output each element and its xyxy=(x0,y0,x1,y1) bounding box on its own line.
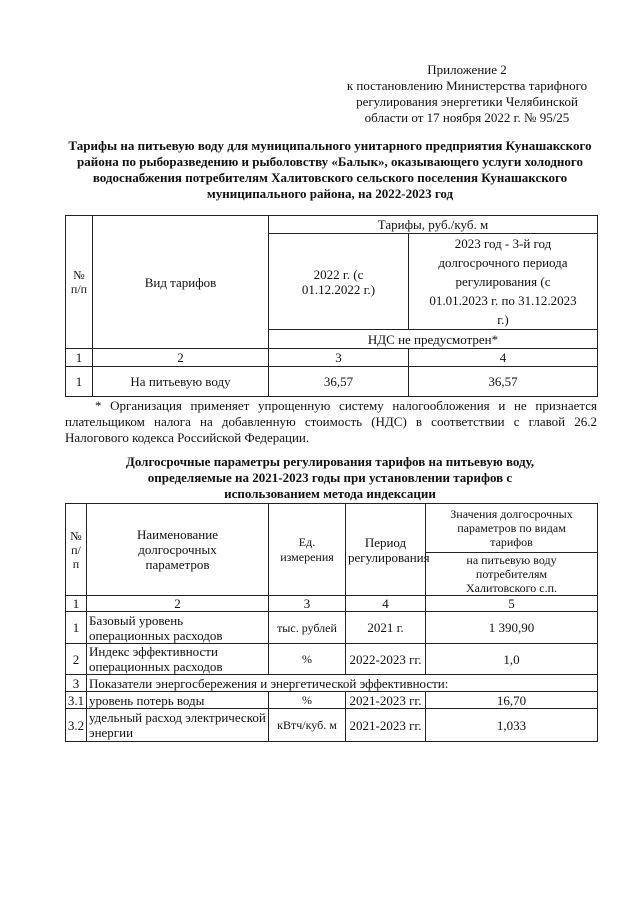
header-period: Период регулирования xyxy=(346,504,426,596)
row-num: 3.1 xyxy=(66,692,87,709)
row-name: Базовый уровень операционных расходов xyxy=(87,612,269,644)
header-tariffs: Тарифы, руб./куб. м xyxy=(269,216,598,234)
col-number: 4 xyxy=(409,349,598,367)
header-vat: НДС не предусмотрен* xyxy=(269,330,598,349)
header-unit: Ед. измерения xyxy=(269,504,346,596)
appendix-line: Приложение 2 xyxy=(427,62,507,77)
tariff-title: Тарифы на питьевую воду для муниципального унитарного предприятия Кунашакского района по рыборазведению и рыболовству «Балык», оказывающего услуги холодного водоснабжения потребителям Халитовского сельского поселения Кунашакского муниципального района, на 2022-2023 год xyxy=(68,138,592,201)
header-values: Значения долгосрочных параметров по видам тарифов xyxy=(426,504,598,553)
row-unit: кВтч/куб. м xyxy=(269,709,346,742)
header-2022: 2022 г. (с 01.12.2022 г.) xyxy=(269,234,409,330)
row-name: уровень потерь воды xyxy=(87,692,269,709)
appendix-line: к постановлению Министерства тарифного xyxy=(346,78,588,93)
row-num: 3.2 xyxy=(66,709,87,742)
col-number: 1 xyxy=(66,349,93,367)
parameters-title: Долгосрочные параметры регулирования тарифов на питьевую воду, определяемые на 2021-2023 годы при установлении тарифов с использованием метода индексации xyxy=(125,454,535,501)
row-value: 1,033 xyxy=(426,709,598,742)
footnote: * Организация применяет упрощенную систему налогообложения и не признается плательщиком налога на добавленную стоимость (НДС) в соответствии с главой 26.2 Налогового кодекса Российской Федерации. xyxy=(65,398,597,445)
row-name: удельный расход электрической энергии xyxy=(87,709,269,742)
col-number: 1 xyxy=(66,596,87,612)
row-num: 1 xyxy=(66,367,93,397)
table-row xyxy=(66,612,598,644)
col-number: 3 xyxy=(269,349,409,367)
col-number: 3 xyxy=(269,596,346,612)
table-row xyxy=(66,644,598,675)
parameters-table xyxy=(65,503,598,742)
header-type: Вид тарифов xyxy=(93,216,269,349)
col-number: 4 xyxy=(346,596,426,612)
row-name: Индекс эффективности операционных расходов xyxy=(87,644,269,675)
table-row xyxy=(66,367,598,397)
row-num: 3 xyxy=(66,675,87,692)
header-name: Наименование долгосрочных параметров xyxy=(87,504,269,596)
row-name: Показатели энергосбережения и энергетической эффективности: xyxy=(87,675,598,692)
row-period: 2021 г. xyxy=(346,612,426,644)
row-value: 16,70 xyxy=(426,692,598,709)
row-unit: % xyxy=(269,644,346,675)
row-type: На питьевую воду xyxy=(93,367,269,397)
col-number: 2 xyxy=(87,596,269,612)
row-num: 2 xyxy=(66,644,87,675)
row-2022: 36,57 xyxy=(269,367,409,397)
header-num: № п/п xyxy=(66,504,87,596)
header-sub: на питьевую воду потребителям Халитовского с.п. xyxy=(426,553,598,596)
table-row xyxy=(66,675,598,692)
row-period: 2021-2023 гг. xyxy=(346,692,426,709)
row-num: 1 xyxy=(66,612,87,644)
col-number: 5 xyxy=(426,596,598,612)
row-period: 2021-2023 гг. xyxy=(346,709,426,742)
header-num: № п/п xyxy=(66,216,93,349)
table-row xyxy=(66,709,598,742)
row-unit: тыс. рублей xyxy=(269,612,346,644)
header-2023: 2023 год - 3-й год долгосрочного периода регулирования (с 01.01.2023 г. по 31.12.2023 г.) xyxy=(409,234,598,330)
row-value: 1,0 xyxy=(426,644,598,675)
tariff-table xyxy=(65,215,598,397)
table-row xyxy=(66,692,598,709)
appendix-header xyxy=(332,62,602,126)
row-value: 1 390,90 xyxy=(426,612,598,644)
row-2023: 36,57 xyxy=(409,367,598,397)
row-unit: % xyxy=(269,692,346,709)
appendix-line: области от 17 ноября 2022 г. № 95/25 xyxy=(364,110,570,125)
row-period: 2022-2023 гг. xyxy=(346,644,426,675)
col-number: 2 xyxy=(93,349,269,367)
appendix-line: регулирования энергетики Челябинской xyxy=(356,94,578,109)
